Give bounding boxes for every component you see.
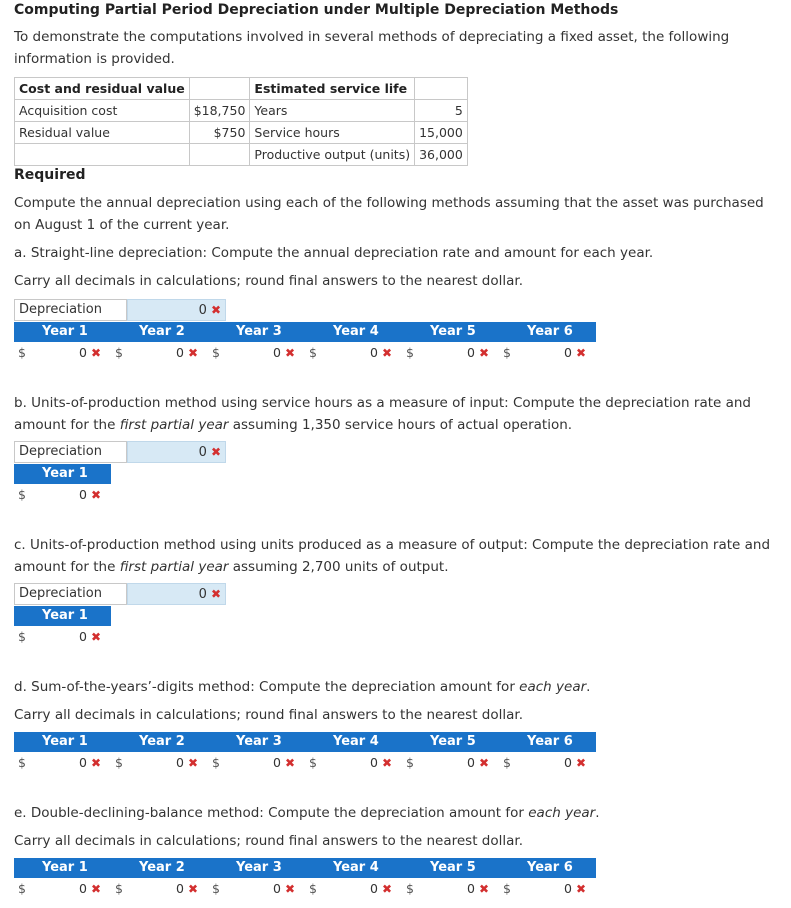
year-label: Year 1	[42, 734, 88, 749]
amount-value: 0 ✖	[466, 345, 489, 360]
incorrect-icon: ✖	[478, 756, 489, 770]
amount-input[interactable]	[14, 343, 111, 363]
amount-value: 0 ✖	[78, 345, 101, 360]
required-heading: Required	[14, 167, 86, 183]
amount-input[interactable]	[208, 753, 305, 773]
amount-value: 0 ✖	[78, 755, 101, 770]
amount-value: 0 ✖	[369, 755, 392, 770]
year-label: Year 3	[236, 324, 282, 339]
year-label: Year 6	[527, 860, 573, 875]
incorrect-icon: ✖	[284, 882, 295, 896]
rate-label: Depreciation	[14, 441, 127, 463]
amount-row	[14, 485, 111, 505]
year-label: Year 3	[236, 860, 282, 875]
incorrect-icon: ✖	[284, 756, 295, 770]
currency-symbol: $	[309, 755, 317, 770]
incorrect-icon: ✖	[187, 756, 198, 770]
rate-label: Depreciation	[14, 583, 127, 605]
currency-symbol: $	[115, 345, 123, 360]
year-header-row	[14, 322, 596, 342]
required-text: Compute the annual depreciation using each of the following methods assuming that the asset was purchased on August 1 of the current year.	[14, 195, 764, 233]
amount-value: 0 ✖	[563, 881, 586, 896]
page-title: Computing Partial Period Depreciation under Multiple Depreciation Methods	[14, 2, 619, 18]
incorrect-icon: ✖	[210, 303, 221, 317]
incorrect-icon: ✖	[187, 346, 198, 360]
part-e-note: Carry all decimals in calculations; round final answers to the nearest dollar.	[14, 833, 523, 849]
amount-row	[14, 343, 596, 363]
part-a-note: Carry all decimals in calculations; round final answers to the nearest dollar.	[14, 273, 523, 289]
currency-symbol: $	[406, 881, 414, 896]
currency-symbol: $	[309, 345, 317, 360]
rate-input[interactable]	[127, 441, 226, 463]
year-label: Year 2	[139, 324, 185, 339]
amount-input[interactable]	[305, 879, 402, 899]
amount-input[interactable]	[499, 879, 596, 899]
currency-symbol: $	[212, 881, 220, 896]
rate-label: Depreciation	[14, 299, 127, 321]
amount-input[interactable]	[14, 627, 111, 647]
row-value: $18,750	[189, 100, 250, 122]
incorrect-icon: ✖	[210, 587, 221, 601]
currency-symbol: $	[503, 755, 511, 770]
currency-symbol: $	[406, 755, 414, 770]
amount-value: 0 ✖	[563, 345, 586, 360]
currency-symbol: $	[18, 345, 26, 360]
amount-value: 0 ✖	[175, 755, 198, 770]
incorrect-icon: ✖	[90, 488, 101, 502]
amount-value: 0 ✖	[563, 755, 586, 770]
amount-input[interactable]	[208, 343, 305, 363]
amount-input[interactable]	[111, 879, 208, 899]
year-label: Year 1	[42, 860, 88, 875]
part-e-text: e. Double-declining-balance method: Compute the depreciation amount for each year.	[14, 805, 600, 821]
amount-value: 0 ✖	[369, 345, 392, 360]
year-label: Year 1	[42, 324, 88, 339]
incorrect-icon: ✖	[187, 882, 198, 896]
year-label: Year 4	[333, 860, 379, 875]
amount-input[interactable]	[14, 753, 111, 773]
year-header-row	[14, 464, 111, 484]
currency-symbol: $	[18, 881, 26, 896]
currency-symbol: $	[406, 345, 414, 360]
currency-symbol: $	[503, 881, 511, 896]
incorrect-icon: ✖	[284, 346, 295, 360]
life-label: Years	[250, 100, 415, 122]
amount-input[interactable]	[402, 879, 499, 899]
rate-input[interactable]	[127, 299, 226, 321]
rate-value: 0	[198, 303, 207, 318]
amount-value: 0 ✖	[272, 881, 295, 896]
amount-row	[14, 627, 111, 647]
amount-value: 0 ✖	[78, 629, 101, 644]
year-label: Year 5	[430, 734, 476, 749]
incorrect-icon: ✖	[575, 882, 586, 896]
part-c-text: c. Units-of-production method using units produced as a measure of output: Compute the depreciation rate and amount for the first partial year assuming 2,700 units of output.	[14, 537, 771, 575]
amount-value: 0 ✖	[466, 755, 489, 770]
amount-value: 0 ✖	[272, 755, 295, 770]
amount-input[interactable]	[499, 753, 596, 773]
incorrect-icon: ✖	[90, 346, 101, 360]
year-label: Year 6	[527, 324, 573, 339]
col-header-cost: Cost and residual value	[15, 78, 190, 100]
life-label: Service hours	[250, 122, 415, 144]
incorrect-icon: ✖	[90, 756, 101, 770]
amount-value: 0 ✖	[175, 881, 198, 896]
year-header-row	[14, 732, 596, 752]
row-label: Acquisition cost	[15, 100, 190, 122]
year-label: Year 1	[42, 466, 88, 481]
incorrect-icon: ✖	[381, 346, 392, 360]
amount-value: 0 ✖	[369, 881, 392, 896]
amount-input[interactable]	[14, 879, 111, 899]
amount-value: 0 ✖	[78, 487, 101, 502]
currency-symbol: $	[212, 345, 220, 360]
year-label: Year 6	[527, 734, 573, 749]
incorrect-icon: ✖	[381, 882, 392, 896]
incorrect-icon: ✖	[210, 445, 221, 459]
amount-input[interactable]	[208, 879, 305, 899]
currency-symbol: $	[18, 755, 26, 770]
currency-symbol: $	[115, 755, 123, 770]
intro-text: To demonstrate the computations involved in several methods of depreciating a fixed asset, the following information is provided.	[14, 29, 730, 67]
part-d-text: d. Sum-of-the-years’-digits method: Compute the depreciation amount for each year.	[14, 679, 591, 695]
amount-value: 0 ✖	[272, 345, 295, 360]
incorrect-icon: ✖	[381, 756, 392, 770]
part-d-note: Carry all decimals in calculations; round final answers to the nearest dollar.	[14, 707, 523, 723]
year-label: Year 5	[430, 860, 476, 875]
incorrect-icon: ✖	[478, 882, 489, 896]
incorrect-icon: ✖	[478, 346, 489, 360]
year-label: Year 5	[430, 324, 476, 339]
life-value: 5	[415, 100, 468, 122]
row-label: Residual value	[15, 122, 190, 144]
year-label: Year 2	[139, 734, 185, 749]
amount-input[interactable]	[402, 753, 499, 773]
amount-input[interactable]	[14, 485, 111, 505]
part-b-text: b. Units-of-production method using service hours as a measure of input: Compute the depreciation rate and amount for the first partial year assuming 1,350 service hours of actual operation.	[14, 395, 752, 433]
currency-symbol: $	[309, 881, 317, 896]
incorrect-icon: ✖	[575, 346, 586, 360]
year-label: Year 4	[333, 324, 379, 339]
incorrect-icon: ✖	[90, 630, 101, 644]
year-label: Year 3	[236, 734, 282, 749]
rate-input[interactable]	[127, 583, 226, 605]
life-value: 36,000	[415, 144, 468, 166]
life-value: 15,000	[415, 122, 468, 144]
amount-row	[14, 753, 596, 773]
amount-row	[14, 879, 596, 899]
incorrect-icon: ✖	[575, 756, 586, 770]
amount-input[interactable]	[111, 753, 208, 773]
incorrect-icon: ✖	[90, 882, 101, 896]
year-label: Year 4	[333, 734, 379, 749]
info-table	[14, 77, 468, 166]
currency-symbol: $	[18, 487, 26, 502]
amount-value: 0 ✖	[175, 345, 198, 360]
amount-value: 0 ✖	[466, 881, 489, 896]
amount-input[interactable]	[305, 753, 402, 773]
year-label: Year 1	[42, 608, 88, 623]
currency-symbol: $	[115, 881, 123, 896]
amount-input[interactable]	[305, 343, 402, 363]
part-a-text: a. Straight-line depreciation: Compute the annual depreciation rate and amount for each year.	[14, 245, 654, 261]
currency-symbol: $	[503, 345, 511, 360]
currency-symbol: $	[212, 755, 220, 770]
rate-value: 0	[198, 445, 207, 460]
row-value: $750	[189, 122, 250, 144]
amount-input[interactable]	[402, 343, 499, 363]
row-value	[189, 144, 250, 166]
rate-value: 0	[198, 587, 207, 602]
col-header-life: Estimated service life	[250, 78, 415, 100]
amount-value: 0 ✖	[78, 881, 101, 896]
row-label	[15, 144, 190, 166]
year-header-row	[14, 606, 111, 626]
year-header-row	[14, 858, 596, 878]
currency-symbol: $	[18, 629, 26, 644]
amount-input[interactable]	[499, 343, 596, 363]
life-label: Productive output (units)	[250, 144, 415, 166]
amount-input[interactable]	[111, 343, 208, 363]
year-label: Year 2	[139, 860, 185, 875]
